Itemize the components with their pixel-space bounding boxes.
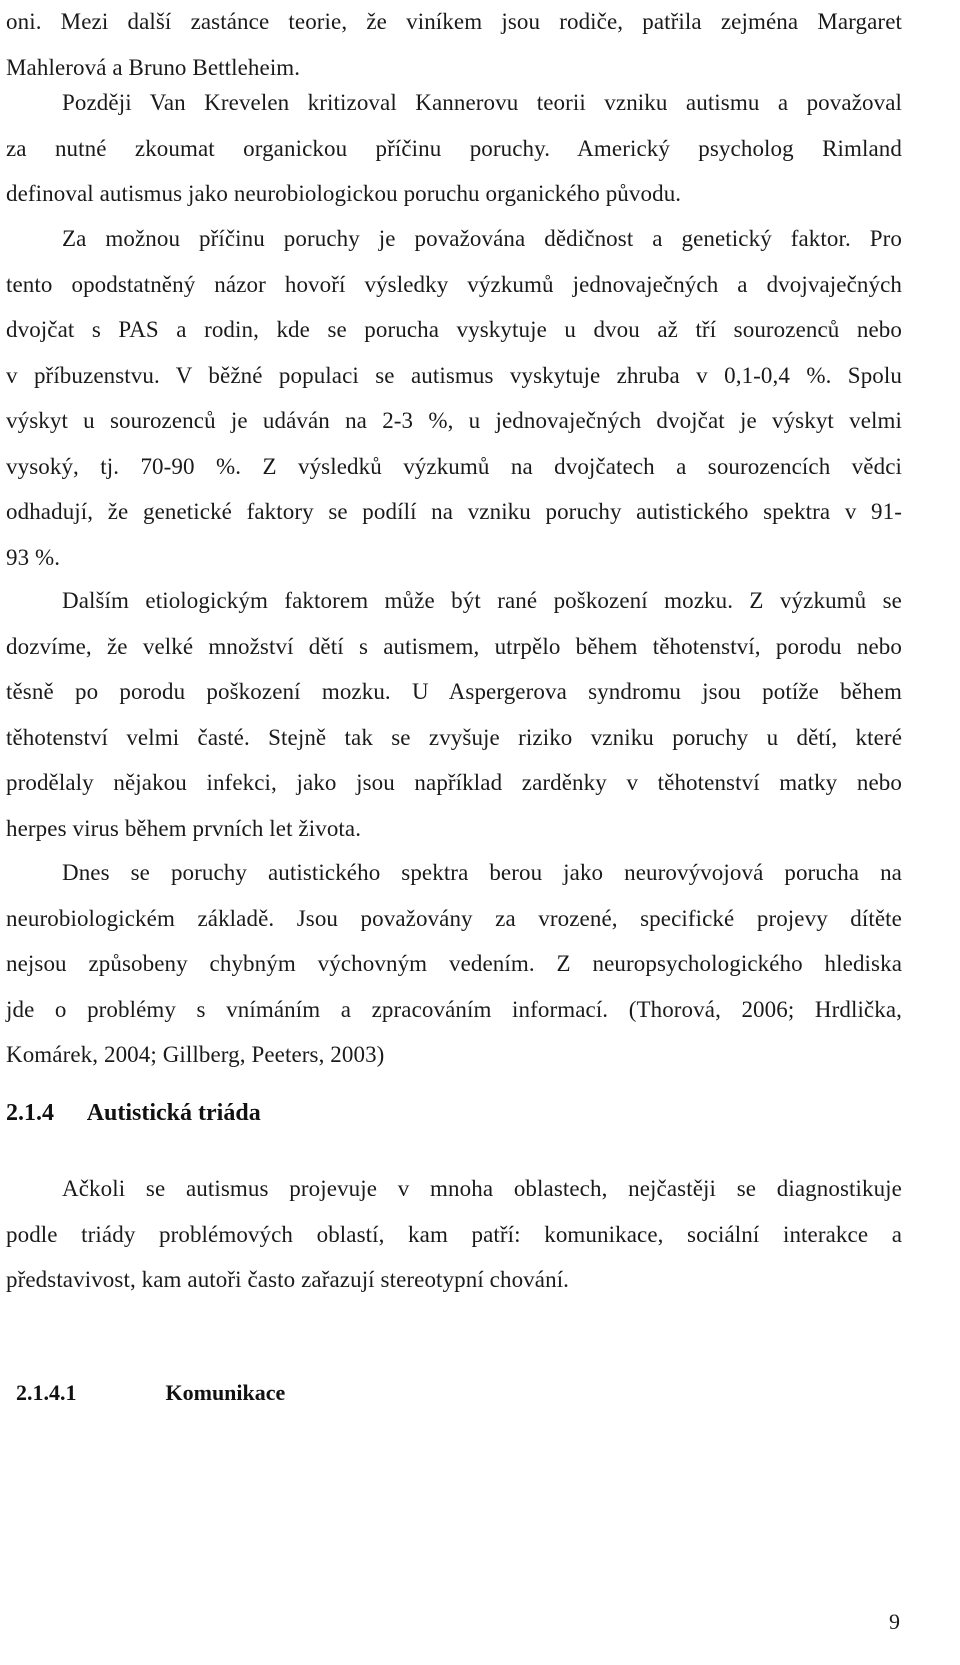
- body-paragraph-4: [6, 578, 902, 851]
- paragraph-line: Později Van Krevelen kritizoval Kannerovu teorii vzniku autismu a považoval: [62, 90, 902, 115]
- body-paragraph-1: [6, 0, 902, 90]
- subsection-title: Komunikace: [165, 1380, 286, 1405]
- paragraph-line: jde o problémy s vnímáním a zpracováním informací. (Thorová, 2006; Hrdlička,: [6, 996, 902, 1022]
- paragraph-line: Ačkoli se autismus projevuje v mnoha oblastech, nejčastěji se diagnostikuje: [62, 1176, 902, 1201]
- paragraph-line: dvojčat s PAS a rodin, kde se porucha vyskytuje u dvou až tří sourozenců nebo: [6, 317, 902, 342]
- section-heading: [6, 1100, 261, 1127]
- paragraph-line: odhadují, že genetické faktory se podílí na vzniku poruchy autistického spektra v 91-: [6, 499, 902, 524]
- section-title: Autistická triáda: [86, 1100, 261, 1126]
- paragraph-line: oni. Mezi další zastánce teorie, že viníkem jsou rodiče, patřila zejména Margaret: [6, 9, 902, 34]
- body-paragraph-3: [6, 216, 902, 580]
- paragraph-line: prodělaly nějakou infekci, jako jsou například zarděnky v těhotenství matky nebo: [6, 770, 902, 795]
- paragraph-line: Komárek, 2004; Gillberg, Peeters, 2003): [6, 1042, 385, 1067]
- subsection-heading: [16, 1380, 285, 1406]
- subsection-number: 2.1.4.1: [16, 1380, 77, 1405]
- paragraph-line: vysoký, tj. 70-90 %. Z výsledků výzkumů na dvojčatech a sourozencích vědci: [6, 453, 902, 479]
- paragraph-line: nejsou způsobeny chybným výchovným vedením. Z neuropsychologického hlediska: [6, 951, 902, 976]
- paragraph-line: představivost, kam autoři často zařazují stereotypní chování.: [6, 1267, 570, 1292]
- paragraph-line: za nutné zkoumat organickou příčinu poruchy. Americký psycholog Rimland: [6, 135, 902, 161]
- paragraph-line: Za možnou příčinu poruchy je považována dědičnost a genetický faktor. Pro: [62, 226, 902, 251]
- paragraph-line: Dnes se poruchy autistického spektra berou jako neurovývojová porucha na: [62, 860, 902, 885]
- paragraph-line: v příbuzenstvu. V běžné populaci se autismus vyskytuje zhruba v 0,1-0,4 %. Spolu: [6, 362, 902, 388]
- paragraph-line: 93 %.: [6, 544, 61, 570]
- paragraph-line: neurobiologickém základě. Jsou považovány za vrozené, specifické projevy dítěte: [6, 905, 902, 931]
- paragraph-line: herpes virus během prvních let života.: [6, 815, 362, 841]
- paragraph-line: těhotenství velmi časté. Stejně tak se zvyšuje riziko vzniku poruchy u dětí, které: [6, 724, 902, 750]
- paragraph-line: definoval autismus jako neurobiologickou poruchu organického původu.: [6, 181, 682, 206]
- page-number: 9: [889, 1609, 900, 1634]
- paragraph-line: těsně po porodu poškození mozku. U Aspergerova syndromu jsou potíže během: [6, 679, 902, 704]
- section-paragraph: [6, 1166, 902, 1303]
- body-paragraph-5: [6, 850, 902, 1078]
- paragraph-line: podle triády problémových oblastí, kam patří: komunikace, sociální interakce a: [6, 1221, 902, 1247]
- section-number: 2.1.4: [6, 1100, 54, 1126]
- body-paragraph-2: [6, 80, 902, 217]
- paragraph-line: dozvíme, že velké množství dětí s autismem, utrpělo během těhotenství, porodu nebo: [6, 633, 902, 659]
- paragraph-line: tento opodstatněný názor hovoří výsledky výzkumů jednovaječných a dvojvaječných: [6, 271, 902, 297]
- paragraph-line: výskyt u sourozenců je udáván na 2-3 %, u jednovaječných dvojčat je výskyt velmi: [6, 408, 902, 433]
- paragraph-line: Mahlerová a Bruno Bettleheim.: [6, 54, 301, 80]
- paragraph-line: Dalším etiologickým faktorem může být rané poškození mozku. Z výzkumů se: [62, 588, 902, 613]
